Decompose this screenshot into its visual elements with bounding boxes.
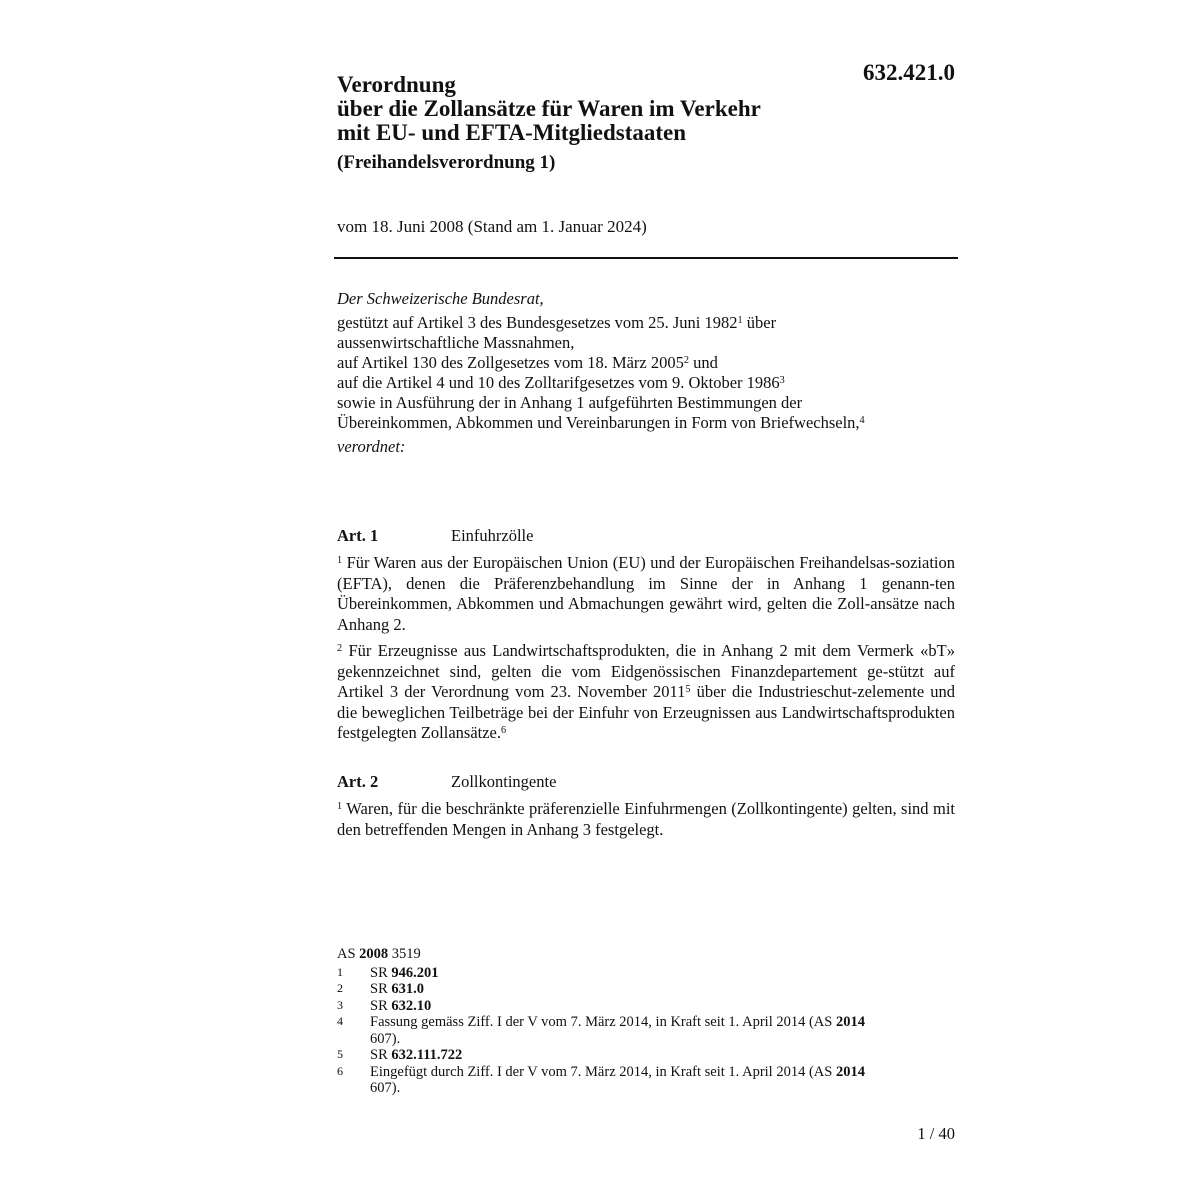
footnote-reference: 946.201 [391,964,439,981]
footnote-text-part: SR [370,964,392,981]
preamble [337,289,957,457]
preamble-text: gestützt auf Artikel 3 des Bundesgesetzes vom 25. Juni 1982 [337,313,738,332]
official-compilation-ref [337,946,877,963]
horizontal-rule [334,257,958,259]
footnote-text-part: SR [370,1047,392,1063]
footnote-text [370,965,877,982]
article-paragraph-1 [337,799,955,840]
title-line-2: über die Zollansätze für Waren im Verkehr [337,96,761,121]
sr-number: 632.421.0 [863,60,955,85]
footnote-reference: 632.10 [391,997,432,1014]
decrees-line: verordnet: [337,437,406,456]
as-page: 3519 [388,946,421,962]
article-paragraph-1 [337,553,955,635]
footnote-text [370,998,877,1015]
preamble-line-6 [337,413,957,433]
title-line-1: Verordnung [337,72,456,97]
footnote-number: 6 [337,1063,343,1078]
footnote-ref-3[interactable]: 3 [779,374,785,386]
preamble-line-4 [337,373,957,393]
footnote-number: 3 [337,997,343,1012]
footnote-text-part: SR [370,981,392,997]
footnote-ref-1[interactable]: 1 [737,314,743,326]
footnote-number: 5 [337,1047,343,1061]
footnote-text-part: SR [370,997,392,1014]
footnote-text-part: 607). [370,1030,401,1047]
as-year: 2008 [359,946,389,962]
preamble-line-1 [337,313,957,333]
footnote-number: 1 [337,964,343,979]
footnote-item [337,1047,877,1064]
preamble-text: auf Artikel 130 des Zollgesetzes vom 18. März 2005 [337,353,684,372]
article-paragraph-2 [337,641,955,744]
footnote-reference: 2014 [835,1063,865,1080]
footnote-list [337,965,877,1097]
issuing-authority: Der Schweizerische Bundesrat, [337,289,544,308]
as-prefix: AS [337,946,360,962]
footnote-reference: 631.0 [391,981,424,997]
footnote-reference: 2014 [835,1014,865,1030]
footnote-item [337,1064,877,1097]
article-heading: Einfuhrzölle [451,526,534,545]
title-line-3: mit EU- und EFTA-Mitgliedstaaten [337,120,687,145]
footnote-ref-5[interactable]: 5 [685,683,691,695]
paragraph-text: Für Waren aus der Europäischen Union (EU) und der Europäischen Freihandelsas-soziation (EFTA), denen die Präferenzbehandlung im Sinne der in Anhang 1 genann-ten Übereinkommen, Abkommen und Abmachungen gewährt wird, gelten die Zoll-ansätze nach Anhang 2. [337,553,955,634]
date-line: vom 18. Juni 2008 (Stand am 1. Januar 2024) [337,217,647,236]
article-number: Art. 2 [337,772,379,791]
footnote-text [370,1047,877,1064]
preamble-text: und [689,353,718,372]
article-2 [337,772,955,846]
footnote-item [337,1014,877,1047]
footnote-item [337,998,877,1015]
article-header [337,772,955,792]
article-number: Art. 1 [337,526,379,545]
paragraph-text: Für Erzeugnisse aus Landwirtschaftsprodukten, die in Anhang 2 mit dem Vermerk «bT» gekennzeichnet sind, gelten die vom Eidgenössischen Finanzdepartement ge-stützt auf Artikel 3 der Verordnung vom 23. November 2011 [337,641,955,701]
footnote-text [370,981,877,998]
footnote-item [337,981,877,998]
paragraph-text: über die Industrieschut-zelemente und die beweglichen Teilbeträge bei der Einfuhr von Erzeugnissen aus Landwirtschaftsprodukten festgelegten Zollansätze. [337,682,955,742]
paragraph-number: 1 [337,800,343,812]
page-number: 1 / 40 [917,1124,955,1143]
footnote-ref-4[interactable]: 4 [859,414,865,426]
short-title: (Freihandelsverordnung 1) [337,152,556,173]
footnote-ref-6[interactable]: 6 [501,724,507,736]
paragraph-number: 1 [337,554,343,566]
article-heading: Zollkontingente [451,772,557,791]
preamble-text: über [742,313,777,332]
preamble-line-5: sowie in Ausführung der in Anhang 1 aufgeführten Bestimmungen der [337,393,803,412]
preamble-text: Übereinkommen, Abkommen und Vereinbarungen in Form von Briefwechseln, [337,413,860,432]
footnote-text-part: Fassung gemäss Ziff. I der V vom 7. März 2014, in Kraft seit 1. April 2014 (AS [370,1014,836,1030]
footnote-text [370,1014,877,1047]
preamble-line-2: aussenwirtschaftliche Massnahmen, [337,333,575,352]
paragraph-text: Waren, für die beschränkte präferenzielle Einfuhrmengen (Zollkontingente) gelten, sind mit den betreffenden Mengen in Anhang 3 festgelegt. [337,799,955,839]
footnote-ref-2[interactable]: 2 [683,354,689,366]
footnote-text-part: 607). [370,1080,401,1096]
footnote-number: 4 [337,1014,343,1028]
footnote-text [370,1064,877,1097]
footnote-text-part: Eingefügt durch Ziff. I der V vom 7. März 2014, in Kraft seit 1. April 2014 (AS [370,1063,836,1080]
footnote-item [337,965,877,982]
preamble-text: auf die Artikel 4 und 10 des Zolltarifgesetzes vom 9. Oktober 1986 [337,373,780,392]
footnote-number: 2 [337,981,343,995]
article-1 [337,526,955,750]
paragraph-number: 2 [337,642,343,654]
footnote-reference: 632.111.722 [391,1047,463,1063]
article-header [337,526,955,546]
title-block [337,73,857,174]
footnotes [337,946,877,1097]
preamble-line-3 [337,353,957,373]
